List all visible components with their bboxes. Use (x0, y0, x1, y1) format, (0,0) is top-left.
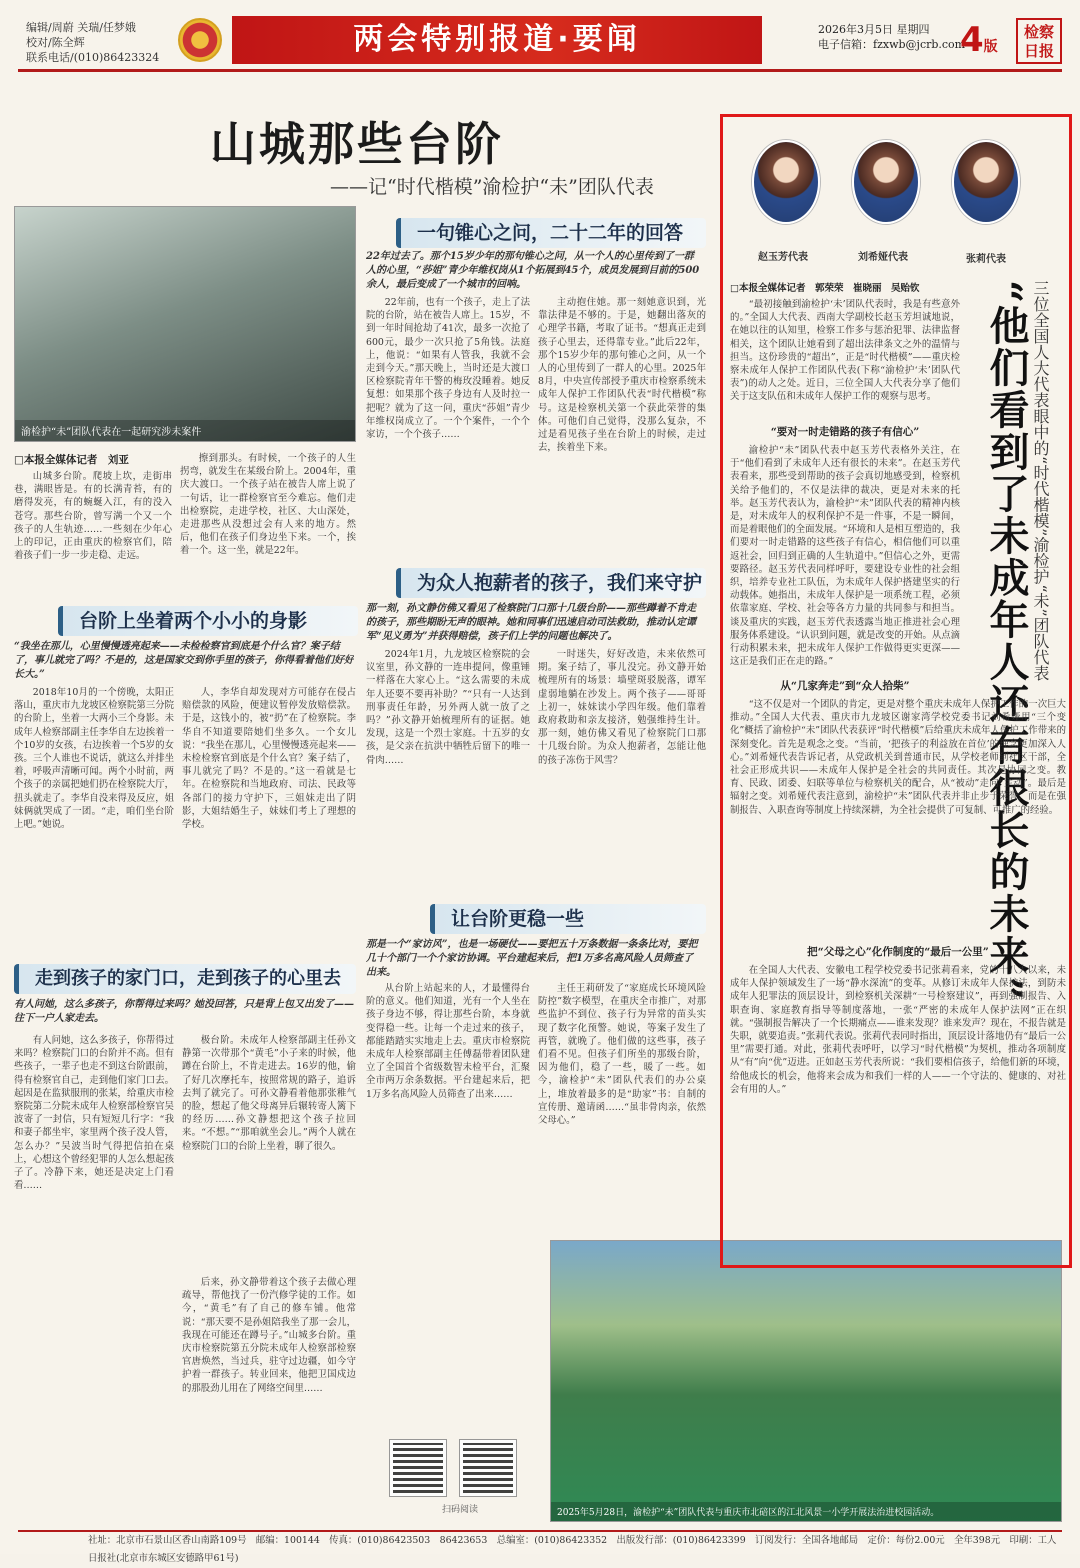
date-info (818, 22, 965, 52)
person-name: 刘希娅代表 (858, 252, 908, 263)
column-h (366, 982, 530, 1232)
column-d (14, 686, 174, 948)
portrait-photo (852, 140, 920, 224)
paragraph: 2018年10月的一个傍晚，太阳正落山，重庆市九龙坡区检察院第三分院的台阶上，坐着一大两小三个身影。未成年人检察部副主任李华自左边挨着一个10岁的女孩，右边挨着一个5岁的女孩。三个人谁也不说话，就这么并排坐着，呼吸声清晰可闻。两个小时前，两个孩子的亲属把她们扔在检察院大厅，扭头就走了。李华自没来得及反应，姐妹俩就哭成了一团。“走，咱们坐台阶上吧。”她说。 (14, 687, 174, 831)
section-lead-4: 那是一个“家访风”，也是一场硬仗——要把五十万条数据一条条比对，要把几十个部门一个个家访协调。平台建起来后，把1万多名高风险人员筛查了出来。 (366, 939, 698, 978)
page-header (18, 14, 1062, 72)
column-f (366, 648, 530, 898)
page-number-value: 4 (960, 20, 984, 60)
paragraph: 主动抱住她。那一刻她意识到，光靠法律是不够的。于是，她翻出落灰的心理学书籍，考取了证书。“想真正走到孩子心里去，还得靠专业。”此后22年，那个15岁少年的那句锥心之问，从一个人的心里传到了一群人的心里。2025年8月，中央宣传部授予重庆市检察系统未成年人保护工作团队代表“时代楷模”称号。这是检察机关第一个获此荣誉的集体。可他们自己觉得，没那么复杂，不过是看见孩子坐在台阶上的时候，走过去，挨着坐下来。 (538, 297, 706, 454)
credit-line: 联系电话/(010)86423324 (26, 51, 160, 64)
section-heading-3: 为众人抱薪者的孩子，我们来守护 (396, 568, 706, 598)
paragraph: 在全国人大代表、安徽电工程学校党委书记张莉看来，党的十八大以来，未成年人保护领域发生了一场“静水深流”的变革。从修订未成年人保护法，到防未成年人犯罪法的顶层设计，到检察机关深耕“一号检察建议”，再到强制报告、入职查询、家庭教育指导等制度落地，一张“严密的未成年人保护法网”正在织就。“强制报告解决了一个长期痛点——谁来发现？谁来发声？现在，不报告就是失职，就要追责。”张莉代表说。张莉代表同时指出，顶层设计落地仍有“最后一公里”需要打通。对此，张莉代表呼吁，以学习“时代楷模”为契机，推动各项制度从“有”向“优”迈进。正如赵玉芳代表所说：“我们要相信孩子，给他们新的环境，给他成长的机会，他将来会成为和我们一样的人——一个守法的、健康的、对社会有用的人。” (730, 965, 1066, 1095)
section-lead-1: 22年过去了。那个15岁少年的那句锥心之问，从一个人的心里传到了一群人的心里，“莎姐”青少年维权岗从1个拓展到45个，成员发展到目前的500余人，最后变成了一个城市的回响。 (366, 251, 700, 290)
paragraph: 后来，孙文静带着这个孩子去做心理疏导，帮他找了一份汽修学徒的工作。如今，“黄毛”有了自己的修车铺。他常说：“那天要不是孙姐陪我坐了那一会儿，我现在可能还在蹲号子。”山城多台阶。重庆市检察院第五分院未成年人检察部检察官唐焕然，当过兵，驻守过边疆，如今守护着一群孩子。转业回来，他把卫国戍边的那股劲儿用在了网络空间里…… (182, 1277, 356, 1394)
school-activity-photo (550, 1240, 1062, 1522)
column-a (180, 452, 356, 598)
paragraph: 从台阶上站起来的人，才最懂得台阶的意义。他们知道，光有一个人坐在孩子身边不够，得让那些台阶，本身就变得稳一些。让每一个走过来的孩子，都能踏踏实实地走上去。重庆市检察院未成年人检察部副主任傅磊带着团队建立了全国首个省级数智未检平台，汇聚全市两万余条数据。平台建起来后，把1万多名高风险人员筛查了出来…… (366, 983, 530, 1100)
section-heading-2: 台阶上坐着两个小小的身影 (58, 606, 358, 636)
paragraph: 极台阶。未成年人检察部副主任孙文静第一次带那个“黄毛”小子来的时候，他蹲在台阶上，不肯走进去。16岁的他，偷了好几次摩托车，按照常规的路子，追诉去判了就完了。可孙文静看着他那张稚气的脸，想起了他父母离异后辗转寄人篱下的经历……孙文静想把这个孩子拉回来。“不想。”“那咱就坐会儿。”两个人就在检察院门口的台阶上坐着，聊了很久。 (182, 1035, 356, 1152)
contact-email[interactable]: 电子信箱：fzxwb@jcrb.com (818, 38, 966, 51)
paragraph: 山城多台阶。爬坡上坎，走街串巷，满眼皆是。有的长满青苔，有的磨得发亮，有的蜿蜒入江，有的没入苍穹。那些台阶，曾写满一个又一个孩子的人生轨迹……一些刻在少年心上的印记，正由重庆的检察官们，陪着孩子们一步一步走稳、走远。 (14, 471, 172, 562)
paragraph: “这不仅是对一个团队的肯定，更是对整个重庆未成年人保护工作的一次巨大推动。”全国人大代表、重庆市九龙坡区谢家湾学校党委书记刘希娅用“三个变化”概括了渝检护“未”团队代表获评“时代楷模”后给重庆未成年人保护工作带来的深刻变化。首先是观念之变。“当前，‘把孩子的利益放在首位’的理念更加深入人心。”刘希娅代表告诉记者，从党政机关到普通市民，从学校老师到社区干部，全社会正形成共识——未成年人保护是全社会的共同责任。其次是协同之变。教育、民政、团委、妇联等单位与检察机关的配合，从“被动”走向“主动”。最后是辐射之变。刘希娅代表注意到，渝检护“未”团队代表并非止步于荣誉，而是在强制报告、入职查询等制度上持续深耕，为全社会提供了可复制、可推广的经验。 (730, 699, 1066, 816)
feature-subhead-3: 把“父母之心”化作制度的“最后一公里” (807, 946, 989, 958)
paragraph: 一时迷失，好好改造，未来依然可期。案子结了，事儿没完。孙文静开始梳理所有的场景：墙壁斑驳脱落，谭军虚弱地躺在沙发上。两个孩子——哥哥上初一，妹妹读小学四年级。他们靠着政府救助和亲友接济，勉强维持生计。那一刻，她仿佛又看见了检察院门口那十几级台阶。为众人抱薪者，怎能让他的孩子冻伤于风雪？ (538, 649, 706, 766)
portrait-photo (952, 140, 1020, 224)
page-unit: 版 (983, 39, 998, 55)
column-l (182, 1276, 356, 1522)
feature-para-3 (730, 698, 1066, 938)
paragraph: 主任王莉研发了“家庭成长环境风险防控”数字模型，在重庆全市推广，对那些监护不到位、孩子行为异常的苗头实现了数字化预警。她说，等案子发生了再管，就晚了。他们做的这些事，孩子们看不见。但孩子们所坐的那级台阶，因为他们，稳了一些，暖了一些。如今，渝检护“未”团队代表们的办公桌上，堆放着最多的是“助家”书：自制的宣传册、邀请函……“虽非骨肉亲，依然父母心。” (538, 983, 706, 1127)
credit-line: 编辑/周蔚 关瑞/任梦娥 (26, 21, 136, 34)
column-g (538, 648, 706, 898)
paragraph: 擦到那头。有时候，一个孩子的人生拐弯，就发生在某级台阶上。2004年，重庆大渡口。一个孩子站在被告人席上说了一句话，让一群检察官至今难忘。他们走出检察院，走进学校，社区、大山深处，走进那些从没想过会有人来的地方。然后，他们在孩子们身边坐下来。一个，挨着一个。这一坐，就是22年。 (180, 453, 356, 557)
person-name: 张莉代表 (966, 254, 1006, 265)
photo-caption: 渝检护“未”团队代表在一起研究涉未案件 (15, 420, 355, 441)
section-lead-2: “我坐在那儿，心里慢慢透亮起来——未检检察官到底是个什么官？案子结了，事儿就完了吗？不是的，这是国家交到你手里的孩子，你得看着他们好好长大。” (14, 641, 354, 680)
column-i (538, 982, 706, 1232)
paragraph: 人，李华自却发现对方可能存在侵占赔偿款的风险，便建议暂停发放赔偿款。于是，这钱小的，被“扔”在了检察院。李华自不知道要陪她们坐多久。一个女儿说：“我坐在那儿，心里慢慢透亮起来——未检检察官到底是个什么官？案子结了，事儿就完了吗？不是的。”这一看就是七年。在检察院和当地政府、司法、民政等各部门的接力守护下，三姐妹走出了阴影，大姐结婚生子，妹妹们考上了理想的学校。 (182, 687, 356, 831)
feature-para-4 (730, 964, 1066, 1260)
qr-code-icon[interactable] (460, 1440, 516, 1496)
article-subtitle: ——记“时代楷模”渝检护“未”团队代表 (330, 176, 654, 198)
section-heading-4: 让台阶更稳一些 (430, 904, 706, 934)
section-heading-1: 一句锥心之问，二十二年的回答 (396, 218, 706, 248)
column-k (182, 1034, 356, 1270)
section-lead-5: 有人问她，这么多孩子，你帮得过来吗？她没回答，只是背上包又出发了——往下一户人家走去。 (14, 999, 354, 1024)
team-photo (14, 206, 356, 442)
credit-line: 校对/陈全辉 (26, 36, 85, 49)
paragraph: 22年前，也有一个孩子，走上了法院的台阶，站在被告人席上。15岁，不到一年时间抢劫了41次，最多一次抢了600元，最少一次只抢了5角钱。法庭上，他说：“如果有人管我，我就不会走到今天。”那天晚上，当时还是大渡口区检察院青年干警的梅玫没睡着。她反复想：如果那个孩子身边有人及时拉一把呢？就为了这一问，重庆“莎姐”青少年维权岗成立了。一个个案件，一个个家访，一个个孩子…… (366, 297, 530, 441)
photo-caption: 2025年5月28日，渝检护“未”团队代表与重庆市北碚区的江北风景一小学开展法治进校园活动。 (551, 1502, 1061, 1521)
newspaper-logo: 检察日报 (1016, 18, 1062, 64)
paragraph: 2024年1月，九龙坡区检察院的会议室里，孙文静的一连串提问，像重锤一样落在大家心上。“这么需要的未成年人还要不要再补助？”“只有一人达到刑事责任年龄，另外两人就一放了之吗？”孙文静开始梳理所有的证据。她发现，这是一个烈士家庭。十五岁的女孩，是父亲在抗洪中牺牲后留下的唯一骨肉…… (366, 649, 530, 766)
feature-byline: □本报全媒体记者 郭荣荣 崔晓丽 吴贻钦 (730, 283, 920, 294)
person-name: 赵玉芳代表 (758, 252, 808, 263)
feature-subhead-1: “要对一时走错路的孩子有信心” (770, 426, 920, 438)
column-c (538, 296, 706, 558)
portrait-photo (752, 140, 820, 224)
national-emblem-icon (178, 18, 222, 62)
issue-date: 2026年3月5日 星期四 (818, 23, 930, 36)
page-number (960, 20, 998, 60)
page-banner: 两会特别报道·要闻 (232, 16, 762, 64)
paragraph: 渝检护“未”团队代表中赵玉芳代表格外关注，在于“他们看到了未成年人还有很长的未来”。在赵玉芳代表看来，那些受到帮助的孩子会真切地感受到，检察机关给予他们的，不仅是法律的裁决，更是对未来的托举。赵玉芳代表认为，渝检护“未”团队代表的精神内核是，对未成年人的权利保护不是一件事，不是一瞬间，而是着眼他们的全面发展。“环境和人是相互塑造的，我们要对一时走错路的这些孩子有信心，相信他们可以重返社会，回归到正确的人生轨道中。”但信心之外，更需要路径。赵玉芳代表同样呼吁，要建设专业性的社会组织，培养专业社工队伍，为未成年人保护搭建坚实的行动载体。她指出，未成年人保护是一项系统工程，必须依靠家庭、学校、社会等各方力量的共同参与和担当。谈及重庆的实践，赵玉芳代表透露当地正推进社会心理服务体系建设。“认识到问题，就是改变的开始。从点滴行动积累未来，把未成年人保护工作做得更实更深——这正是我们正在走的路。” (730, 445, 960, 668)
paragraph: 有人问她，这么多孩子，你帮得过来吗？检察院门口的台阶并不高。但有些孩子，一辈子也走不到这台阶跟前，得有检察官自己，走到他们家门口去。起因是在监狱服刑的张某，给重庆市检察院第二分院未成年人检察部检察官吴波寄了一封信，只有短短几行字：“我和妻子都坐牢，家里两个孩子没人管，怎么办？”吴波当时气得把信拍在桌上，心想这个曾经犯罪的人怎么想起孩子了。冷静下来，她还是决定上门看看…… (14, 1035, 174, 1192)
section-lead-3: 那一刻，孙文静仿佛又看见了检察院门口那十几级台阶——那些蹲着不肯走的孩子，那些期盼无声的眼神。她和同事们迅速启动司法救助，推动认定谭军“见义勇为”并获得赔偿，孩子们上学的问题也解决了。 (366, 603, 696, 642)
editor-credits (26, 20, 159, 65)
feature-subhead-2: 从“几家奔走”到“众人拾柴” (780, 680, 910, 692)
column-j (14, 1034, 174, 1522)
feature-para-1 (730, 298, 960, 420)
column-e (182, 686, 356, 948)
page-footer: 社址：北京市石景山区香山南路109号 邮编：100144 传真：(010)86423503 86423653 总编室：(010)86423352 出版发行部：(010)86423399 订阅发行：全国各地邮局 定价：每份2.00元 全年398元 印刷：工人日报社(北京市东城区安德路甲61号) (18, 1530, 1062, 1568)
feature-headline: “他们看到了未成年人还有很长的未来” (983, 280, 1030, 1003)
qr-code-icon[interactable] (390, 1440, 446, 1496)
column-b (366, 296, 530, 558)
article-title: 山城那些台阶 (210, 117, 504, 171)
article-byline: □本报全媒体记者 刘亚 (14, 454, 129, 466)
paragraph: “最初接触到渝检护‘未’团队代表时，我是有些意外的。”全国人大代表、西南大学副校长赵玉芳坦诚地说，在她以往的认知里，检察工作多与惩治犯罪、法律监督相关，这个团队让她看到了超出法律条文之外的温情与担当。这份珍贵的“超出”，正是“时代楷模”——重庆检察未成年人保护工作团队代表(下称“渝检护‘未’团队代表”)的动人之处。近日，三位全国人大代表分享了他们关于这支队伍和未成年人保护工作的观察与思考。 (730, 299, 960, 403)
feature-deck: 三位全国人大代表眼中的“时代楷模”渝检护“未”团队代表 (1031, 280, 1050, 681)
qr-caption: 扫码阅读 (441, 1505, 478, 1515)
feature-para-2 (730, 444, 960, 670)
section-heading-5: 走到孩子的家门口，走到孩子的心里去 (14, 964, 356, 994)
lead-column (14, 470, 172, 598)
